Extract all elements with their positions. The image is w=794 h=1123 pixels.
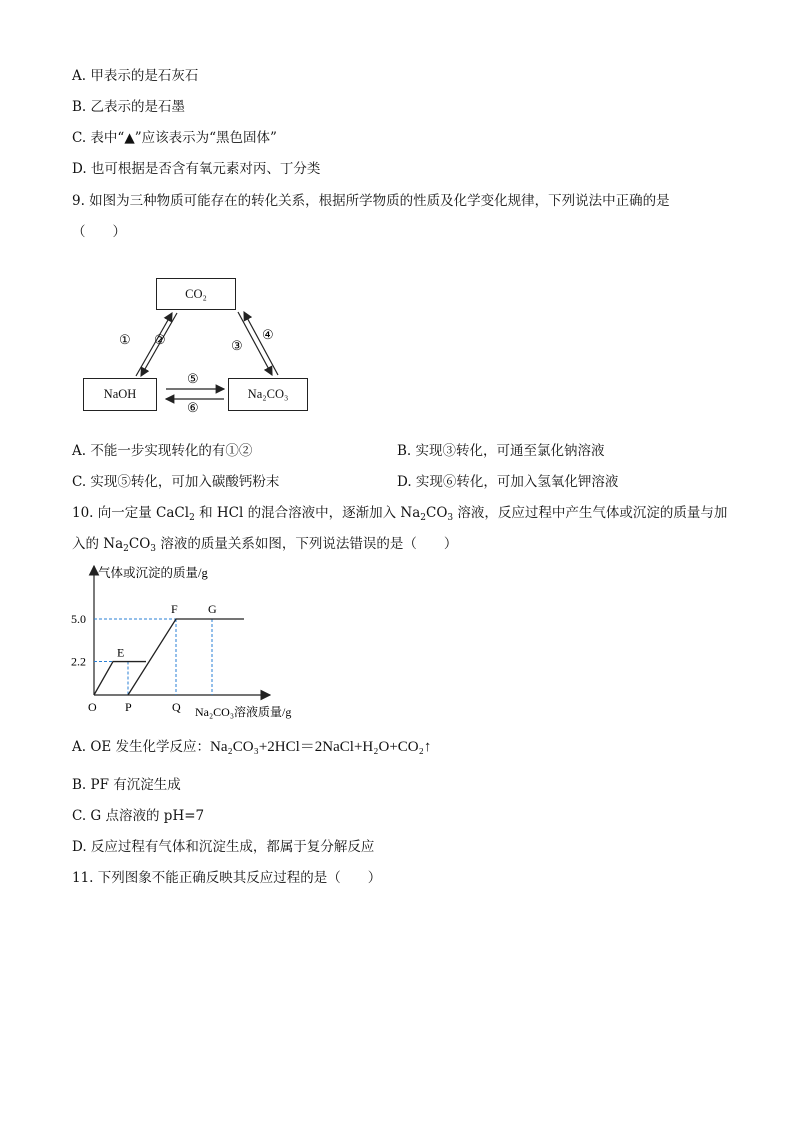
label-3: ③ [231,338,243,353]
q10-option-b: B. PF 有沉淀生成 [72,777,181,793]
q8-option-d: D. 也可根据是否含有氧元素对丙、丁分类 [72,161,321,177]
q10-option-c: C. G 点溶液的 pH=7 [72,808,205,824]
q8-option-b: B. 乙表示的是石墨 [72,99,186,115]
na2co3-box: Na₂CO₃ [228,378,308,411]
q10-equation: Na₂CO₃+2HCl＝2NaCl+H₂O+CO₂↑ [210,739,432,755]
label-6: ⑥ [187,400,199,415]
point-E: E [117,645,125,660]
arrow-3 [238,312,272,375]
y-tick-5: 5.0 [71,612,86,626]
q9-paren: （ ） [72,224,126,240]
q9-diagram [70,272,330,417]
y-tick-2.2: 2.2 [71,654,86,669]
label-5: ⑤ [187,371,199,386]
series-precipitate [128,619,244,695]
x-tick-P: P [125,700,132,714]
q8-option-c: C. 表中“▲”应该表示为“黑色固体” [72,130,277,146]
label-1: ① [119,332,131,347]
x-axis-label: Na₂CO₃溶液质量/g [195,705,292,719]
q9-option-b: B. 实现③转化，可通至氯化钠溶液 [397,443,605,459]
y-axis-label: 气体或沉淀的质量/g [98,566,208,580]
q10-stem-line1: 10. 向一定量 CaCl$_2$ 和 HCl 的混合溶液中，逐渐加入 $Na_2CO_3$ 溶液，反应过程中产生气体或沉淀的质量与加 [72,505,728,523]
x-tick-O: O [88,700,97,714]
q9-option-c: C. 实现⑤转化，可加入碳酸钙粉末 [72,474,280,490]
q9-option-a: A. 不能一步实现转化的有①② [72,443,253,459]
point-F: F [171,602,178,616]
q8-option-a: A. 甲表示的是石灰石 [72,68,199,84]
q9-option-d: D. 实现⑥转化，可加入氢氧化钾溶液 [397,474,619,490]
label-2: ② [154,332,166,347]
co2-box: CO₂ [156,278,236,310]
q10-option-a: A. OE 发生化学反应：Na₂CO₃+2HCl＝2NaCl+H₂O+CO₂↑ [72,739,432,755]
q10-stem-line2: 入的 $Na_2CO_3$ 溶液的质量关系如图，下列说法错误的是（ ） [72,536,458,554]
q10-option-d: D. 反应过程有气体和沉淀生成，都属于复分解反应 [72,839,375,855]
label-4: ④ [262,327,274,342]
point-G: G [208,602,217,616]
x-tick-Q: Q [172,700,181,714]
naoh-box: NaOH [83,378,157,411]
q11-stem: 11. 下列图象不能正确反映其反应过程的是（ ） [72,870,382,886]
q9-stem: 9. 如图为三种物质可能存在的转化关系，根据所学物质的性质及化学变化规律，下列说法中正确的是 [72,193,670,209]
q10-chart [68,560,328,722]
conversion-arrows [70,272,330,417]
arrow-4 [244,312,278,375]
